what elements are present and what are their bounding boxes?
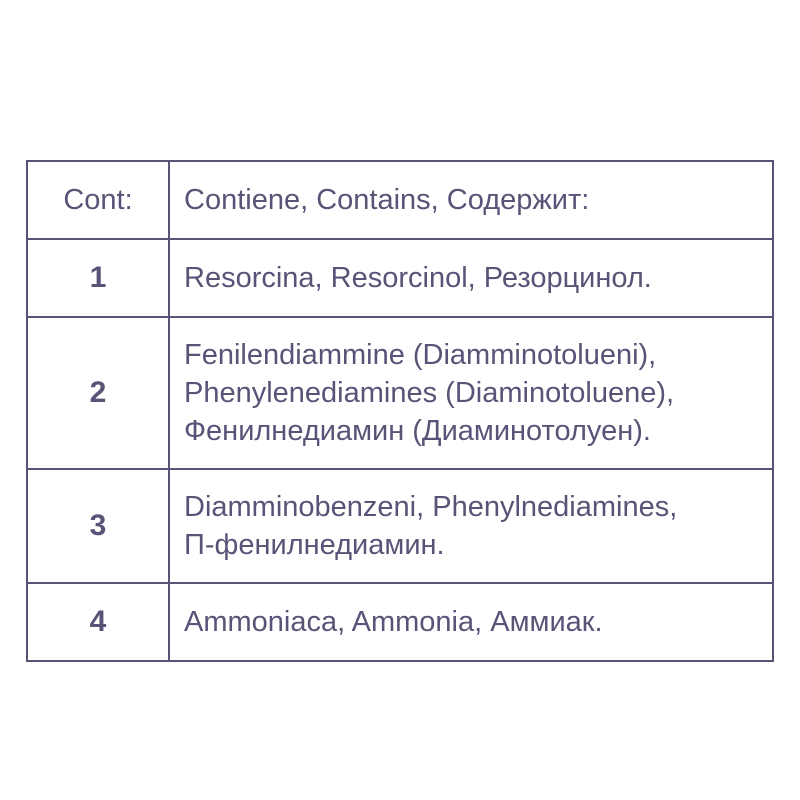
row-key-cell: 1 <box>27 239 169 317</box>
row-value-cell <box>169 317 773 469</box>
table-row <box>27 583 773 661</box>
row-value-cell <box>169 239 773 317</box>
row-key-cell: Cont: <box>27 161 169 239</box>
value-line: Phenylenediamines (Diaminotoluene), <box>184 376 675 409</box>
table-row <box>27 469 773 583</box>
value-line: Resorcina, Resorcinol, Резорцинол. <box>184 261 652 294</box>
table-body <box>27 161 773 661</box>
value-line: Fenilendiammine (Diamminotolueni), <box>184 338 657 371</box>
row-value-cell <box>169 469 773 583</box>
row-value-cell <box>169 161 773 239</box>
row-key-cell: 2 <box>27 317 169 469</box>
value-line: Contiene, Contains, Содержит: <box>184 183 590 216</box>
row-key-cell: 3 <box>27 469 169 583</box>
ingredients-table <box>26 160 774 662</box>
table-row <box>27 161 773 239</box>
row-key-cell: 4 <box>27 583 169 661</box>
value-line: Diamminobenzeni, Phenylnediamines, <box>184 490 678 523</box>
value-line: Ammoniaca, Ammonia, Аммиак. <box>184 605 603 638</box>
value-line: П-фенилнедиамин. <box>184 529 445 561</box>
table-row <box>27 317 773 469</box>
row-value-cell <box>169 583 773 661</box>
table-row <box>27 239 773 317</box>
value-line: Фенилнедиамин (Диаминотолуен). <box>184 415 651 448</box>
